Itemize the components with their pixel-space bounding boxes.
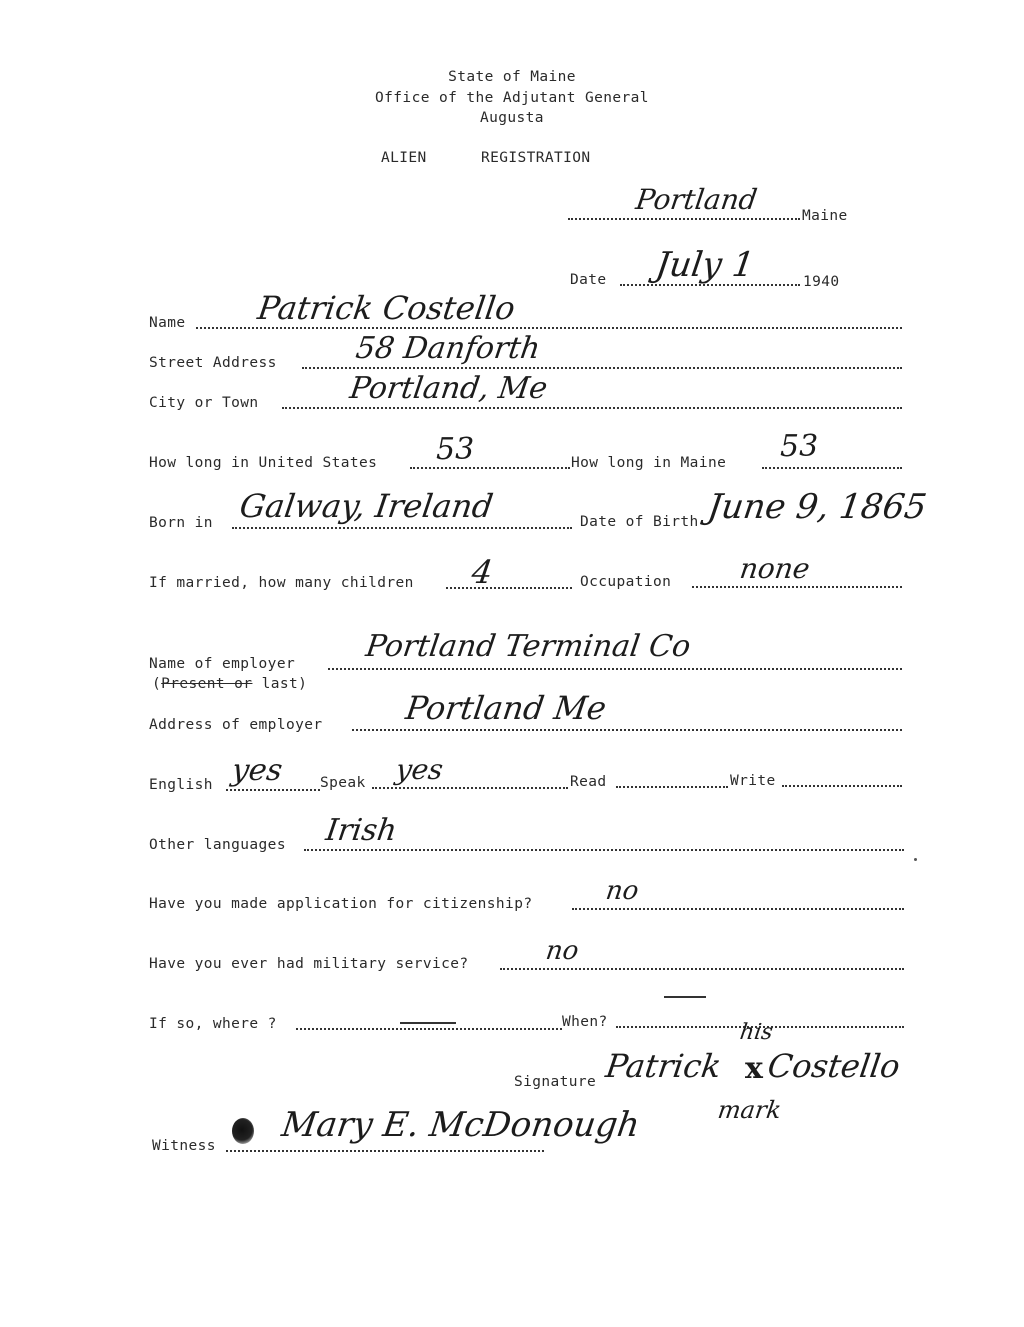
speak-label: Speak — [320, 775, 366, 791]
witness-line — [226, 1150, 544, 1152]
where-label: If so, where ? — [149, 1016, 277, 1032]
born-in-value: Galway, Ireland — [237, 487, 496, 525]
street-line — [302, 367, 902, 369]
name-line — [196, 327, 902, 329]
citizenship-label: Have you made application for citizenship? — [149, 896, 533, 912]
date-value: July 1 — [653, 245, 757, 285]
signature-his: his — [738, 1020, 775, 1045]
citizenship-value: no — [603, 876, 641, 906]
other-languages-line — [304, 849, 904, 851]
city-label: City or Town — [149, 395, 259, 411]
military-label: Have you ever had military service? — [149, 956, 469, 972]
name-label: Name — [149, 315, 186, 331]
employer-address-label: Address of employer — [149, 717, 323, 733]
employer-address-line — [352, 729, 902, 731]
occupation-line — [692, 586, 902, 588]
place-suffix: Maine — [802, 208, 848, 224]
form-title-alien: ALIEN — [381, 150, 427, 166]
date-of-birth-value: June 9, 1865 — [705, 487, 929, 527]
street-label: Street Address — [149, 355, 277, 371]
other-languages-value: Irish — [323, 813, 400, 848]
employer-line — [328, 668, 902, 670]
employer-sub-note: (Present or last) — [152, 676, 308, 692]
read-line — [616, 786, 728, 788]
read-label: Read — [570, 774, 607, 790]
city-line — [282, 407, 902, 409]
city-value: Portland, Me — [347, 371, 550, 406]
english-value: yes — [229, 753, 285, 788]
occupation-value: none — [737, 552, 812, 585]
date-of-birth-label: Date of Birth — [580, 514, 699, 530]
blank-dash-upper — [664, 996, 706, 998]
write-label: Write — [730, 773, 776, 789]
employer-label: Name of employer — [149, 656, 296, 672]
state-heading: State of Maine — [448, 69, 576, 85]
how-long-maine-value: 53 — [780, 429, 819, 464]
employer-value: Portland Terminal Co — [363, 629, 693, 664]
date-year: 1940 — [803, 274, 840, 290]
place-value: Portland — [633, 183, 760, 216]
form-title-registration: REGISTRATION — [481, 150, 591, 166]
witness-value: Mary E. McDonough — [279, 1105, 643, 1145]
children-value: 4 — [469, 553, 496, 591]
children-line — [446, 587, 572, 589]
witness-label: Witness — [152, 1138, 216, 1154]
born-in-label: Born in — [149, 515, 213, 531]
english-line — [226, 789, 320, 791]
signature-label: Signature — [514, 1074, 597, 1090]
military-value: no — [543, 936, 581, 966]
occupation-label: Occupation — [580, 574, 672, 590]
place-line — [568, 218, 800, 220]
ink-blot — [232, 1118, 254, 1144]
scan-speck — [914, 858, 917, 861]
children-label: If married, how many children — [149, 575, 414, 591]
how-long-us-label: How long in United States — [149, 455, 378, 471]
english-label: English — [149, 777, 213, 793]
city-heading: Augusta — [480, 110, 544, 126]
write-line — [782, 785, 902, 787]
date-label: Date — [570, 272, 607, 288]
speak-value: yes — [393, 753, 446, 786]
how-long-us-line — [410, 467, 570, 469]
other-languages-label: Other languages — [149, 837, 286, 853]
name-value: Patrick Costello — [255, 289, 518, 327]
how-long-maine-line — [762, 467, 902, 469]
born-in-line — [232, 527, 572, 529]
signature-last: Costello — [765, 1047, 903, 1085]
where-line — [296, 1028, 562, 1030]
how-long-us-value: 53 — [436, 432, 475, 467]
speak-line — [372, 787, 568, 789]
office-heading: Office of the Adjutant General — [375, 90, 649, 106]
street-value: 58 Danforth — [353, 331, 543, 366]
signature-mark-x: x — [745, 1051, 763, 1086]
how-long-maine-label: How long in Maine — [571, 455, 727, 471]
where-dash — [400, 1022, 456, 1024]
military-line — [500, 968, 904, 970]
when-label: When? — [562, 1014, 608, 1030]
employer-address-value: Portland Me — [403, 689, 609, 727]
signature-mark-word: mark — [716, 1096, 784, 1124]
signature-first: Patrick — [603, 1047, 724, 1085]
citizenship-line — [572, 908, 904, 910]
